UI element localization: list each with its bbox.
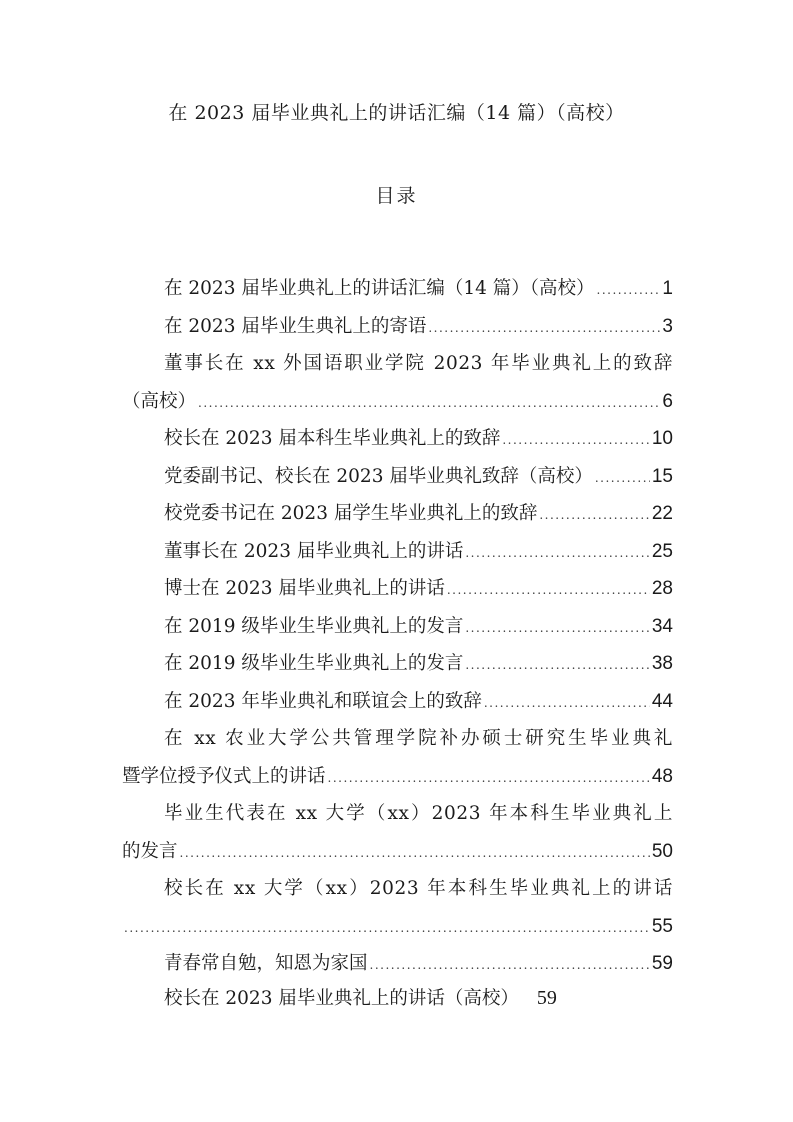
toc-leader-dots: [198, 385, 660, 423]
toc-entry[interactable]: [122, 495, 673, 533]
toc-leader-dots: [180, 835, 650, 873]
toc-page-number: 1: [662, 278, 673, 299]
toc-entry-title: 毕业生代表在 xx 大学（xx）2023 年本科生毕业典礼上: [164, 803, 673, 824]
toc-leader-dots: [597, 272, 661, 310]
toc-leader-dots: [484, 685, 650, 723]
toc-entry-title: 在 2023 届毕业生典礼上的寄语: [164, 315, 427, 337]
toc-entry[interactable]: [122, 345, 673, 420]
toc-entry-title: 在 2019 级毕业生毕业典礼上的发言: [164, 653, 464, 674]
toc-page-number: 44: [651, 690, 673, 712]
toc-entry[interactable]: [122, 945, 673, 983]
toc-leader-dots: [465, 647, 650, 685]
toc-page-number: 59: [651, 953, 673, 974]
toc-entry-title-continued: （高校）: [122, 390, 197, 412]
toc-entry-title: 董事长在 xx 外国语职业学院 2023 年毕业典礼上的致辞: [164, 353, 673, 374]
toc-entry[interactable]: [122, 570, 673, 608]
toc-leader-dots: [428, 310, 660, 348]
toc-leader-dots: [370, 947, 650, 985]
toc-entry-title: 博士在 2023 届毕业典礼上的讲话: [164, 578, 445, 599]
toc-page-number: 50: [651, 840, 673, 862]
toc-page-number: 59: [536, 986, 557, 1009]
toc-leader-dots: [124, 910, 650, 948]
toc-page-number: 34: [651, 615, 673, 637]
toc-entry-title: 在 2019 级毕业生毕业典礼上的发言: [164, 615, 464, 637]
toc-page-number: 48: [651, 765, 673, 787]
toc-page-number: 10: [651, 428, 673, 449]
toc-entry-title: 校长在 2023 届毕业典礼上的讲话（高校）: [164, 987, 519, 1009]
toc-leader-dots: [465, 610, 650, 648]
toc-page-number: 38: [651, 653, 673, 674]
toc-leader-dots: [465, 535, 650, 573]
toc-entry-title-continued: 的发言: [122, 840, 178, 862]
table-of-contents: [122, 270, 673, 1013]
toc-entry-title: 董事长在 2023 届毕业典礼上的讲话: [164, 540, 464, 562]
toc-leader-dots: [595, 460, 650, 498]
toc-entry-title: 校长在 xx 大学（xx）2023 年本科生毕业典礼上的讲话: [164, 878, 673, 899]
toc-entry-title: 在 2023 届毕业典礼上的讲话汇编（14 篇）（高校）: [164, 278, 595, 299]
toc-entry[interactable]: [122, 870, 673, 945]
toc-entry-title: 党委副书记、校长在 2023 届毕业典礼致辞（高校）: [164, 465, 593, 487]
toc-page-number: 3: [662, 315, 673, 337]
toc-entry[interactable]: [122, 458, 673, 496]
toc-entry[interactable]: [122, 720, 673, 795]
toc-heading: 目录: [375, 185, 418, 207]
toc-entry[interactable]: [122, 683, 673, 721]
toc-entry-title: 在 2023 年毕业典礼和联谊会上的致辞: [164, 690, 482, 712]
toc-entry-title: 校党委书记在 2023 届学生毕业典礼上的致辞: [164, 503, 538, 524]
toc-entry[interactable]: [122, 645, 673, 683]
toc-entry[interactable]: [122, 608, 673, 646]
toc-page-number: 55: [651, 915, 673, 937]
toc-entry-title-continued: 暨学位授予仪式上的讲话: [122, 765, 326, 787]
toc-entry[interactable]: [122, 270, 673, 308]
toc-entry[interactable]: [122, 420, 673, 458]
toc-page-number: 28: [651, 578, 673, 599]
toc-entry[interactable]: [122, 983, 673, 1013]
toc-entry[interactable]: [122, 533, 673, 571]
toc-entry-title: 青春常自勉，知恩为家国: [164, 953, 368, 974]
toc-entry-title: 在 xx 农业大学公共管理学院补办硕士研究生毕业典礼: [164, 728, 673, 749]
toc-page-number: 15: [651, 465, 673, 487]
toc-entry[interactable]: [122, 795, 673, 870]
document-title: 在 2023 届毕业典礼上的讲话汇编（14 篇）（高校）: [168, 102, 625, 124]
toc-page-number: 22: [651, 503, 673, 524]
toc-leader-dots: [502, 422, 650, 460]
toc-entry[interactable]: [122, 308, 673, 346]
toc-leader-dots: [539, 497, 650, 535]
toc-page-number: 25: [651, 540, 673, 562]
toc-page-number: 6: [662, 390, 673, 412]
toc-entry-title: 校长在 2023 届本科生毕业典礼上的致辞: [164, 428, 501, 449]
toc-leader-dots: [447, 572, 650, 610]
toc-leader-dots: [328, 760, 650, 798]
